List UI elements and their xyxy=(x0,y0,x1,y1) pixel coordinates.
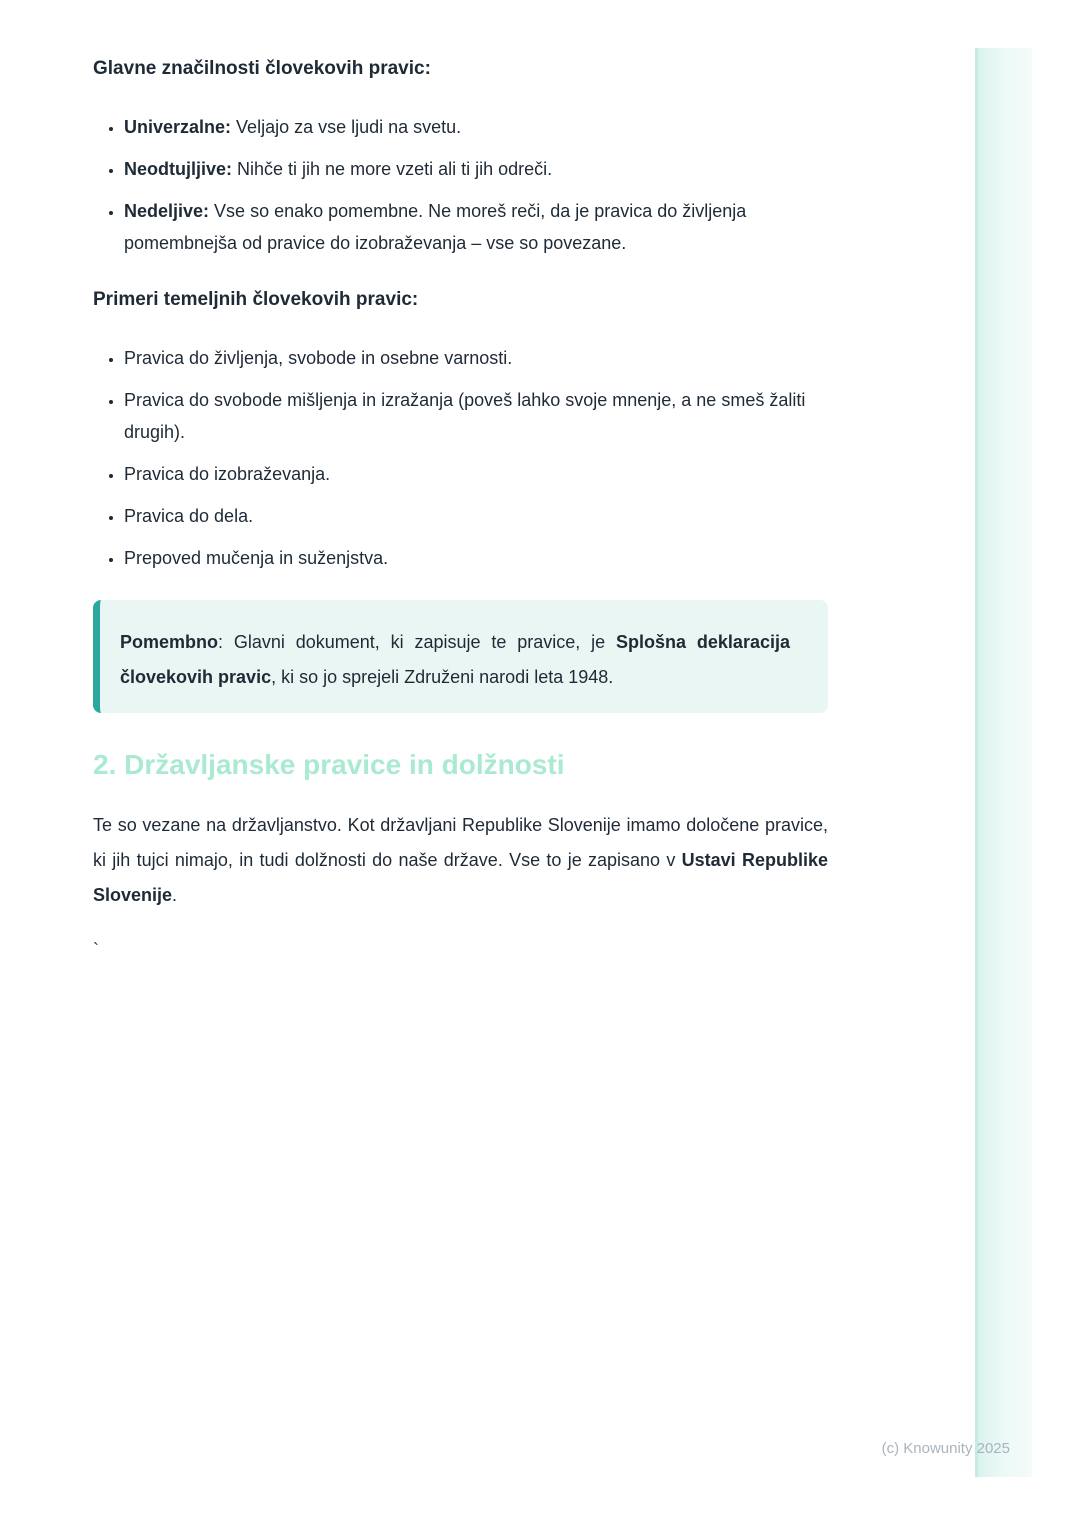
stray-backtick: ` xyxy=(93,940,99,960)
chapter-heading: 2. Državljanske pravice in dolžnosti xyxy=(93,749,565,780)
list-item xyxy=(124,111,828,143)
list-item-lead: Nedeljive: xyxy=(124,201,210,221)
chapter-paragraph-end: . xyxy=(172,885,178,905)
callout-bold-phrase: Splošna deklaracija človekovih pravic xyxy=(120,632,790,687)
chapter-paragraph-text: Te so vezane na državljanstvo. Kot državljani Republike Slovenije imamo določene pravice, ki jih tujci nimajo, in tudi dolžnosti do naše države. Vse to je zapisano v xyxy=(93,815,828,870)
list-item xyxy=(124,195,828,259)
callout-body-1: Glavni dokument, ki zapisuje te pravice, je xyxy=(233,632,617,652)
chapter-paragraph-bold: Ustavi Republike Slovenije xyxy=(93,850,828,905)
callout-body-2: , ki so jo sprejeli Združeni narodi leta 1948. xyxy=(271,667,614,687)
list-item-text: Prepoved mučenja in suženjstva. xyxy=(124,548,389,568)
callout-separator: : xyxy=(218,632,234,652)
list-item-lead: Univerzalne: xyxy=(124,117,232,137)
list-item xyxy=(124,542,828,574)
list-item-text: Vse so enako pomembne. Ne moreš reči, da je pravica do življenja pomembnejša od pravice do izobraževanja – vse so povezane. xyxy=(124,201,747,253)
section-heading-characteristics: Glavne značilnosti človekovih pravic: xyxy=(93,58,431,79)
list-item-lead: Neodtujljive: xyxy=(124,159,233,179)
list-item-text: Pravica do dela. xyxy=(124,506,254,526)
important-callout xyxy=(93,600,828,713)
list-item xyxy=(124,458,828,490)
right-accent-band xyxy=(975,48,1032,1477)
callout-lead: Pomembno xyxy=(120,632,219,652)
list-item-text: Pravica do svobode mišljenja in izražanja (poveš lahko svoje mnenje, a ne smeš žaliti drugih). xyxy=(124,390,806,442)
list-item xyxy=(124,342,828,374)
callout-text xyxy=(120,625,790,695)
examples-list xyxy=(93,342,828,574)
document-content xyxy=(93,57,828,961)
list-item xyxy=(124,500,828,532)
list-item xyxy=(124,153,828,185)
section-heading-examples: Primeri temeljnih človekovih pravic: xyxy=(93,289,419,310)
list-item-text: Pravica do izobraževanja. xyxy=(124,464,331,484)
chapter-paragraph xyxy=(93,808,828,913)
characteristics-list xyxy=(93,111,828,259)
list-item-text: Nihče ti jih ne more vzeti ali ti jih odreči. xyxy=(232,159,553,179)
list-item xyxy=(124,384,828,448)
copyright-note: (c) Knowunity 2025 xyxy=(881,1440,1010,1457)
list-item-text: Pravica do življenja, svobode in osebne varnosti. xyxy=(124,348,513,368)
list-item-text: Veljajo za vse ljudi na svetu. xyxy=(231,117,462,137)
